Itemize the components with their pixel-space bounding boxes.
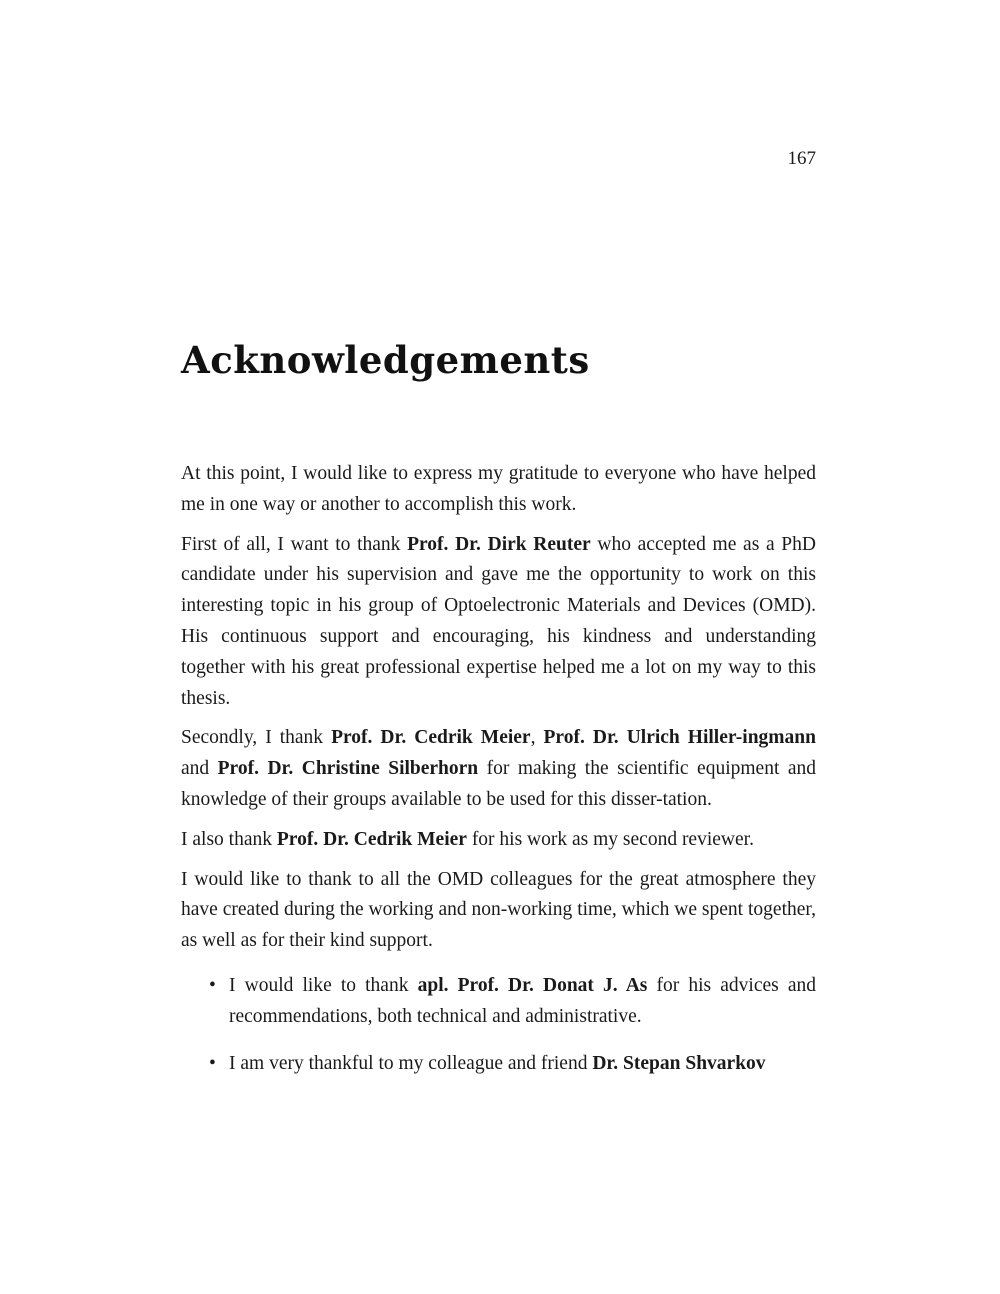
paragraph-intro xyxy=(181,459,816,521)
person-name: Prof. Dr. Cedrik Meier xyxy=(276,828,467,850)
paragraph-text: for making the scientific equipment and knowledge of their groups available to be used for this disser-tation. xyxy=(181,758,816,810)
list-item-text: for his advices and recommendations, both technical and administrative. xyxy=(229,974,816,1027)
paragraph-text: and xyxy=(181,758,218,780)
list-item xyxy=(209,971,816,1033)
paragraph-text: Secondly, I thank xyxy=(181,727,332,749)
paragraph-text: I also thank xyxy=(181,828,277,850)
paragraph-text: First of all, I want to thank xyxy=(181,533,408,555)
person-name: Prof. Dr. Ulrich Hiller-ingmann xyxy=(543,727,816,749)
list-item-text: I am very thankful to my colleague and friend xyxy=(229,1052,593,1074)
person-name: apl. Prof. Dr. Donat J. As xyxy=(417,974,648,996)
person-name: Prof. Dr. Cedrik Meier xyxy=(331,727,531,749)
paragraph-supervisor xyxy=(181,530,816,715)
paragraph-text: , xyxy=(530,727,544,749)
person-name: Prof. Dr. Christine Silberhorn xyxy=(217,758,479,780)
bullet-icon: • xyxy=(209,974,216,996)
page-number: 167 xyxy=(787,148,816,169)
paragraph-groups xyxy=(181,723,816,815)
paragraph-reviewer xyxy=(181,825,816,856)
paragraph-text: I would like to thank to all the OMD colleagues for the great atmosphere they have created during the working and non-working time, which we spent together, as well as for their kind support. xyxy=(181,868,816,952)
list-item-text: I would like to thank xyxy=(229,974,418,996)
paragraph-text: who accepted me as a PhD candidate under his supervision and gave me the opportunity to work on this interesting topic in his group of Optoelectronic Materials and Devices (OMD). His continuous support and encouraging, his kindness and understanding together with his great professional expertise helped me a lot on my way to this thesis. xyxy=(181,533,816,709)
acknowledgements-body xyxy=(181,459,816,1095)
bullet-icon: • xyxy=(209,1052,216,1074)
colleague-list xyxy=(181,971,816,1079)
person-name: Prof. Dr. Dirk Reuter xyxy=(407,533,591,555)
list-item xyxy=(209,1049,816,1080)
person-name: Dr. Stepan Shvarkov xyxy=(592,1052,766,1074)
page-title: Acknowledgements xyxy=(181,338,590,382)
paragraph-text: At this point, I would like to express my gratitude to everyone who have helped me in one way or another to accomplish this work. xyxy=(181,463,816,515)
paragraph-text: for his work as my second reviewer. xyxy=(466,828,754,850)
paragraph-colleagues xyxy=(181,865,816,957)
